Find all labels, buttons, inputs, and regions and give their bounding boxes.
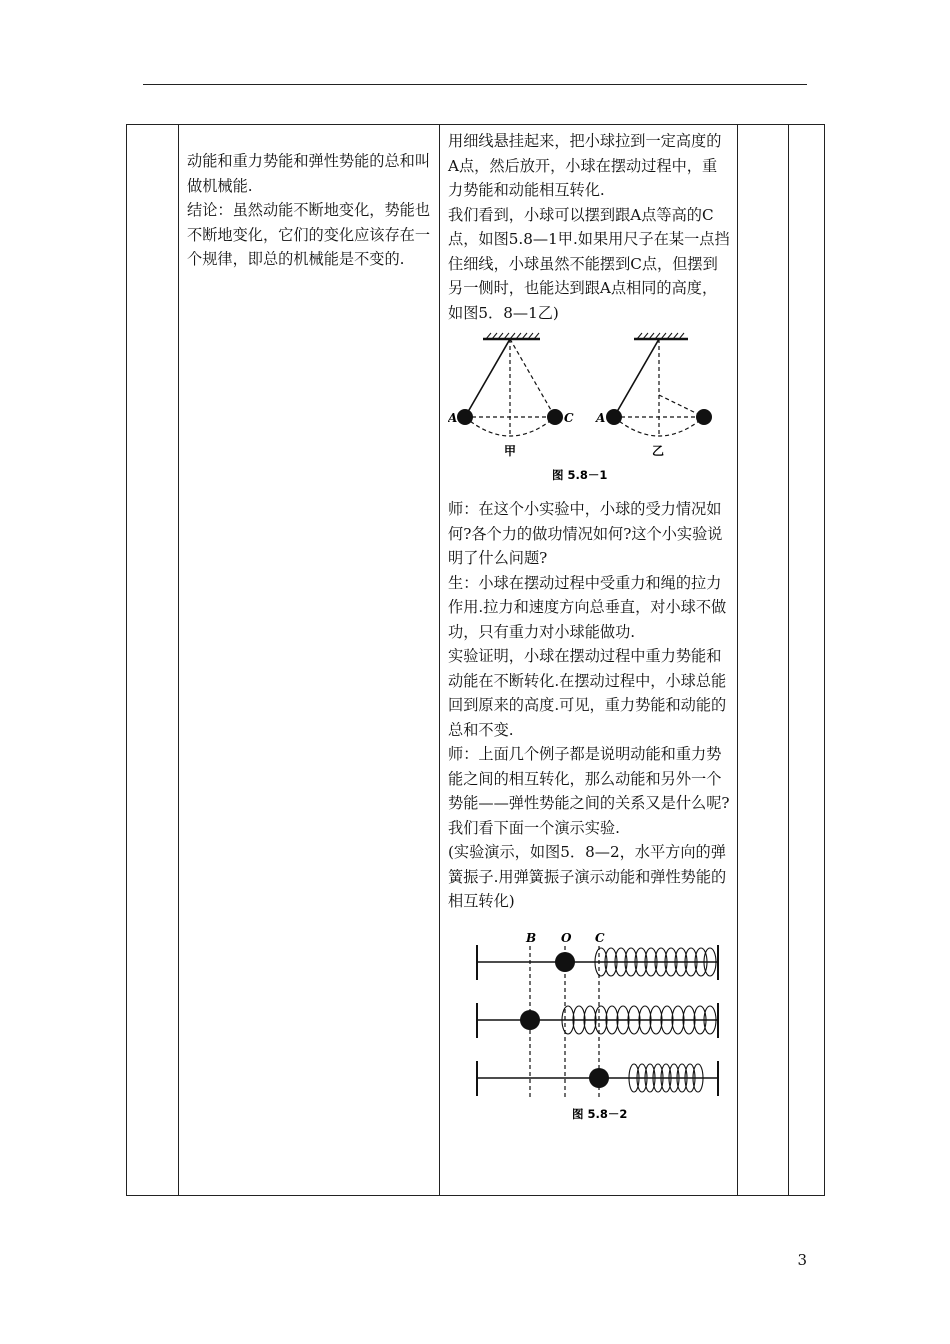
label-A-left: A: [448, 411, 458, 425]
spring-row-compressed: [477, 1003, 718, 1038]
label-C-left: C: [564, 411, 574, 425]
lesson-table: [126, 124, 825, 1196]
figure1-caption: 图 5.8－1: [552, 468, 608, 481]
spring-row-stretched: [477, 1061, 718, 1096]
spring-diagram: [448, 930, 730, 1122]
pendulum-right: [606, 333, 712, 436]
sub-label-jia: 甲: [504, 444, 517, 458]
label-C: C: [595, 930, 605, 945]
col-empty-5: [789, 125, 825, 1196]
intro-text: 用细线悬挂起来，把小球拉到一定高度的A点，然后放开，小球在摆动过程中，重力势能和动能相互转化.: [448, 132, 722, 199]
demo-description: (实验演示，如图5．8—2，水平方向的弹簧振子.用弹簧振子演示动能和弹性势能的相互转化): [448, 843, 727, 910]
col-empty-1: [127, 125, 179, 1196]
header-rule: [143, 84, 807, 85]
observation-text: 我们看到，小球可以摆到跟A点等高的C点，如图5.8—1甲.如果用尺子在某一点挡住细线，小球虽然不能摆到C点，但摆到另一侧时，也能达到跟A点相同的高度，如图5．8—1乙): [448, 205, 730, 322]
label-B: B: [526, 930, 537, 945]
col-process: [440, 125, 738, 1196]
page-number: 3: [797, 1251, 807, 1269]
col-empty-4: [738, 125, 789, 1196]
spring-row-equilibrium: [477, 945, 718, 980]
label-A-right: A: [596, 411, 606, 425]
col-summary: [179, 125, 440, 1196]
pendulum-left: [457, 333, 563, 436]
student-answer: 生：小球在摆动过程中受重力和绳的拉力作用.拉力和速度方向总垂直，对小球不做功，只有重力对小球能做功.: [448, 573, 727, 641]
pendulum-diagram: [448, 331, 730, 481]
figure-spring-oscillator: [448, 930, 730, 1122]
sub-label-yi: 乙: [652, 444, 665, 458]
teacher-question: 师：在这个小实验中，小球的受力情况如何?各个力的做功情况如何?这个小实验说明了什么问题?: [448, 500, 723, 567]
figure-pendulum: [448, 331, 730, 481]
label-O: O: [561, 930, 572, 945]
conclusion-text: 结论：虽然动能不断地变化，势能也不断地变化，它们的变化应该存在一个规律，即总的机械能是不变的.: [187, 201, 430, 268]
mechanical-energy-definition: 动能和重力势能和弹性势能的总和叫做机械能.: [187, 152, 430, 195]
teacher-transition: 师：上面几个例子都是说明动能和重力势能之间的相互转化，那么动能和另外一个势能——弹性势能之间的关系又是什么呢?我们看下面一个演示实验.: [448, 745, 730, 837]
experiment-proof: 实验证明，小球在摆动过程中重力势能和动能在不断转化.在摆动过程中，小球总能回到原来的高度.可见，重力势能和动能的总和不变.: [448, 647, 727, 739]
figure2-caption: 图 5.8－2: [572, 1106, 628, 1121]
